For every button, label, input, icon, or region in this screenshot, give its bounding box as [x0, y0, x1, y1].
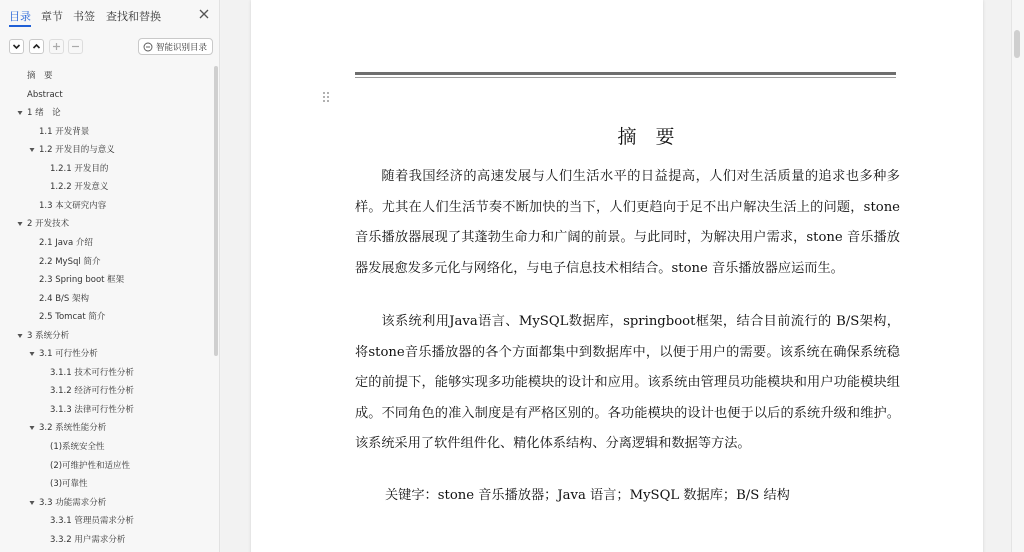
document-page	[251, 0, 983, 552]
vertical-scrollbar-track	[1011, 0, 1024, 552]
abstract-paragraph: 随着我国经济的高速发展与人们生活水平的日益提高，人们对生活质量的追求也多种多样。尤其在人们生活节奏不断加快的当下，人们更趋向于足不出户解决生活上的问题，stone 音乐播放器展现了其蓬勃生命力和广阔的前景。与此同时，为解决用户需求，stone 音乐播放器发展愈发多元化与网络化，与电子信息技术相结合。stone 音乐播放器应运而生。	[355, 169, 900, 276]
toc-item[interactable]: 3.1.1 技术可行性分析	[50, 367, 134, 378]
header-rule-thin	[355, 77, 896, 78]
tab-chapters[interactable]: 章节	[41, 10, 63, 23]
chevron-down-icon	[12, 42, 21, 51]
document-area	[221, 0, 1011, 552]
smart-toc-button[interactable]	[138, 38, 213, 55]
expand-caret-icon[interactable]	[17, 221, 23, 227]
toc-item[interactable]: 2 开发技术	[27, 219, 70, 230]
toc-item[interactable]: (1)系统安全性	[50, 442, 105, 452]
toc-item[interactable]: (3)可靠性	[50, 479, 88, 490]
toc-item[interactable]: 3.3 功能需求分析	[39, 497, 107, 508]
keywords-line	[385, 484, 790, 503]
toc-item[interactable]: 1.3 本文研究内容	[39, 200, 107, 211]
chevron-up-icon	[32, 42, 41, 51]
header-rule	[355, 72, 896, 75]
tab-toc[interactable]: 目录	[9, 10, 31, 23]
vertical-scrollbar-thumb[interactable]	[1014, 30, 1020, 58]
toc-item[interactable]: 1.2 开发目的与意义	[39, 145, 115, 156]
toc-item[interactable]: 1 绪 论	[27, 108, 61, 119]
add-entry-button[interactable]	[49, 39, 64, 54]
toc-item[interactable]: 3.1.2 经济可行性分析	[50, 386, 134, 397]
toc-tree	[0, 66, 214, 552]
smart-toc-label: 智能识别目录	[156, 42, 208, 53]
expand-caret-icon[interactable]	[29, 425, 35, 431]
sidebar-tabs	[0, 0, 220, 32]
tab-find-replace[interactable]: 查找和替换	[106, 10, 161, 23]
drag-handle-icon[interactable]	[321, 90, 331, 104]
collapse-button[interactable]	[9, 39, 24, 54]
expand-caret-icon[interactable]	[29, 351, 35, 357]
toc-item[interactable]: 3.2 系统性能分析	[39, 423, 107, 434]
expand-caret-icon[interactable]	[17, 333, 23, 339]
toc-item[interactable]: 3.3.2 用户需求分析	[50, 534, 126, 545]
toc-item[interactable]: 3.3.1 管理员需求分析	[50, 516, 134, 527]
abstract-paragraph: 该系统利用Java语言、MySQL数据库，springboot框架，结合目前流行的 B/S架构，将stone音乐播放器的各个方面都集中到数据库中，以便于用户的需要。该系统在确保系统稳定的前提下，能够实现多功能模块的设计和应用。该系统由管理员功能模块和用户功能模块组成。不同角色的准入制度是有严格区别的。各功能模块的设计也便于以后的系统升级和维护。该系统采用了软件组件化、精化体系结构、分离逻辑和数据等方法。	[355, 314, 900, 452]
toc-item[interactable]: 3.1 可行性分析	[39, 349, 98, 360]
toc-item[interactable]: 1.2.1 开发目的	[50, 163, 109, 174]
minus-icon	[71, 42, 80, 51]
sidebar-scrollbar[interactable]	[214, 66, 218, 356]
toc-item[interactable]: 2.3 Spring boot 框架	[39, 275, 125, 286]
toc-item[interactable]: 2.1 Java 介绍	[39, 237, 93, 248]
keywords-label: 关键字：	[385, 488, 438, 503]
expand-button[interactable]	[29, 39, 44, 54]
toc-item[interactable]: 摘 要	[27, 71, 53, 81]
smart-recognize-icon	[143, 42, 153, 52]
expand-caret-icon[interactable]	[29, 147, 35, 153]
toc-item[interactable]: (2)可维护性和适应性	[50, 460, 131, 471]
remove-entry-button[interactable]	[68, 39, 83, 54]
toc-item[interactable]: 3.1.3 法律可行性分析	[50, 404, 134, 415]
toc-item[interactable]: 1.1 开发背景	[39, 126, 90, 137]
toc-sidebar	[0, 0, 220, 552]
abstract-title: 摘 要	[617, 126, 675, 148]
expand-caret-icon[interactable]	[29, 500, 35, 506]
toc-item[interactable]: Abstract	[27, 89, 63, 100]
toc-toolbar	[0, 36, 220, 58]
toc-item[interactable]: 3 系统分析	[27, 330, 70, 341]
plus-icon	[52, 42, 61, 51]
toc-item[interactable]: 2.5 Tomcat 简介	[39, 312, 106, 323]
close-icon[interactable]	[197, 7, 211, 21]
toc-item[interactable]: 2.2 MySql 简介	[39, 256, 101, 267]
expand-caret-icon[interactable]	[17, 110, 23, 116]
keywords-text: stone 音乐播放器；Java 语言；MySQL 数据库；B/S 结构	[437, 488, 790, 503]
tab-bookmarks[interactable]: 书签	[73, 10, 95, 23]
toc-item[interactable]: 1.2.2 开发意义	[50, 182, 109, 193]
toc-item[interactable]: 2.4 B/S 架构	[39, 293, 90, 304]
